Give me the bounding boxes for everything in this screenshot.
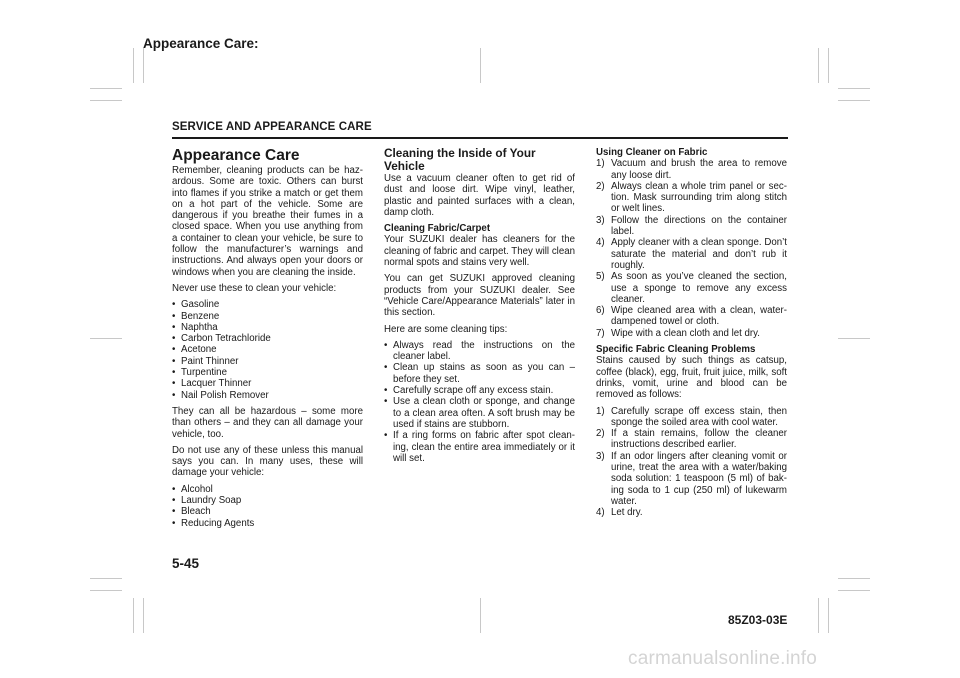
list-item: [596, 451, 787, 507]
list-item: • Clean up stains as soon as you can – before they set.: [384, 362, 575, 385]
column-fabric-cleaning: [596, 147, 787, 524]
crop-mark: [90, 338, 122, 339]
subheading-specific-problems: Specific Fabric Cleaning Problems: [596, 344, 756, 356]
list-item: • Use a clean cloth or sponge, and change to a clean area often. A soft brush may be used if stains are stubborn.: [384, 396, 575, 430]
crop-mark: [838, 590, 870, 591]
list-item: [596, 406, 787, 429]
subheading-fabric-carpet: Cleaning Fabric/Carpet: [384, 223, 491, 235]
list-item: [596, 181, 787, 215]
crop-mark: [143, 598, 144, 633]
paragraph: Your SUZUKI dealer has cleaners for the cleaning of fabric and carpet. They will clean normal spots and stains very well.: [384, 234, 575, 269]
step-number: 2): [596, 428, 605, 440]
list-item: [596, 328, 787, 339]
list-item: [596, 271, 787, 305]
list-item: [596, 237, 787, 271]
step-number: 6): [596, 305, 605, 317]
crop-mark: [133, 48, 134, 83]
list-item: • Bleach: [172, 506, 363, 517]
paragraph: Here are some cleaning tips:: [384, 323, 508, 335]
damaging-products-list: [172, 484, 363, 529]
crop-mark: [90, 88, 122, 89]
crop-mark: [90, 100, 122, 101]
step-number: 3): [596, 214, 605, 226]
document-code: 85Z03-03E: [728, 613, 788, 627]
list-item: • Laundry Soap: [172, 495, 363, 506]
list-item: • Alcohol: [172, 484, 363, 495]
column-appearance-care: [172, 147, 363, 534]
list-item: • Carefully scrape off any excess stain.: [384, 385, 575, 396]
list-item: • Paint Thinner: [172, 356, 363, 367]
intro-paragraph: Remember, cleaning products can be hazardous. Some are toxic. Others can burst into flames if you strike a match or get them on a hot part of the vehicle. Some are dangerous if you breathe their fumes in a closed space. When you use anything from a container to clean your vehicle, be sure to follow the manufacturer’s warnings and instructions. And always open your doors or windows when you are cleaning the inside.: [172, 165, 363, 278]
intro-paragraph: Use a vacuum cleaner often to get rid of dust and loose dirt. Wipe vinyl, leather, plastic and painted surfaces with a clean, damp cloth.: [384, 173, 575, 218]
step-number: 4): [596, 237, 605, 249]
harmful-products-list: [172, 299, 363, 401]
heading-appearance-care: Appearance Care: [172, 147, 300, 164]
step-text: If an odor lingers after cleaning vomit or urine, treat the area with a water/baking soda solution: 1 teaspoon (5 ml) of baking soda to 1 cup (250 ml) of lukewarm water.: [611, 450, 787, 507]
crop-mark: [838, 88, 870, 89]
header-rule: [172, 137, 788, 139]
crop-mark: [90, 578, 122, 579]
step-number: 7): [596, 327, 605, 339]
list-item: [596, 507, 787, 518]
list-item: [596, 158, 787, 181]
page-top-label: Appearance Care:: [143, 36, 259, 51]
step-number: 1): [596, 158, 605, 170]
step-text: Always clean a whole trim panel or section. Mask surrounding trim along stitch or welt lines.: [611, 180, 787, 215]
list-item: • Reducing Agents: [172, 518, 363, 529]
list-item: [596, 428, 787, 451]
step-text: As soon as you’ve cleaned the section, use a sponge to remove any excess cleaner.: [611, 271, 787, 305]
hazard-paragraph: They can all be hazardous – some more than others – and they can all damage your vehicle, too.: [172, 405, 363, 440]
stain-removal-steps: [596, 406, 787, 519]
cleaning-tips-list: [384, 340, 575, 464]
list-item: [596, 215, 787, 238]
list-item: • Lacquer Thinner: [172, 378, 363, 389]
step-number: 1): [596, 405, 605, 417]
watermark: carmanualsonline.info: [628, 648, 818, 669]
never-use-paragraph: Never use these to clean your vehicle:: [172, 282, 337, 294]
crop-mark: [480, 598, 481, 633]
step-text: Vacuum and brush the area to remove any loose dirt.: [611, 158, 787, 181]
step-number: 4): [596, 507, 605, 519]
crop-mark: [828, 598, 829, 633]
heading-cleaning-inside: Cleaning the Inside of Your Vehicle: [384, 146, 536, 173]
using-cleaner-steps: [596, 158, 787, 339]
list-item: [596, 305, 787, 328]
step-text: Wipe cleaned area with a clean, water-dampened towel or cloth.: [611, 305, 787, 328]
list-item: • Turpentine: [172, 367, 363, 378]
list-item: • Acetone: [172, 344, 363, 355]
list-item: • Benzene: [172, 311, 363, 322]
crop-mark: [818, 598, 819, 633]
list-item: • If a ring forms on fabric after spot cleaning, clean the entire area immediately or it will set.: [384, 430, 575, 464]
crop-mark: [90, 590, 122, 591]
paragraph: Stains caused by such things as catsup, coffee (black), egg, fruit, fruit juice, milk, soft drinks, vomit, urine and blood can be removed as follows:: [596, 355, 787, 401]
step-text: Let dry.: [611, 507, 643, 519]
subheading-using-cleaner: Using Cleaner on Fabric: [596, 147, 708, 158]
step-number: 3): [596, 450, 605, 462]
crop-mark: [838, 338, 870, 339]
step-text: Apply cleaner with a clean sponge. Don’t saturate the material and don’t rub it roughly.: [611, 237, 787, 271]
crop-mark: [818, 48, 819, 83]
step-number: 2): [596, 180, 605, 192]
step-text: If a stain remains, follow the cleaner instructions described earlier.: [611, 428, 787, 451]
paragraph: You can get SUZUKI approved cleaning products from your SUZUKI dealer. See “Vehicle Care/Appearance Materials” later in this section.: [384, 273, 575, 319]
crop-mark: [133, 598, 134, 633]
step-text: Carefully scrape off excess stain, then sponge the soiled area with cool water.: [611, 405, 787, 428]
section-header: SERVICE AND APPEARANCE CARE: [172, 121, 372, 133]
crop-mark: [838, 100, 870, 101]
do-not-use-paragraph: Do not use any of these unless this manual says you can. In many uses, these will damage your vehicle:: [172, 444, 363, 479]
crop-mark: [828, 48, 829, 83]
page-number: 5-45: [172, 556, 200, 571]
list-item: • Carbon Tetrachloride: [172, 333, 363, 344]
list-item: • Gasoline: [172, 299, 363, 310]
list-item: • Naphtha: [172, 322, 363, 333]
crop-mark: [143, 48, 144, 83]
crop-mark: [480, 48, 481, 83]
list-item: • Always read the instructions on the cleaner label.: [384, 340, 575, 363]
step-text: Follow the directions on the container label.: [611, 214, 787, 238]
list-item: • Nail Polish Remover: [172, 390, 363, 401]
step-text: Wipe with a clean cloth and let dry.: [611, 327, 760, 339]
crop-mark: [838, 578, 870, 579]
step-number: 5): [596, 271, 605, 283]
column-cleaning-inside: [384, 147, 575, 469]
